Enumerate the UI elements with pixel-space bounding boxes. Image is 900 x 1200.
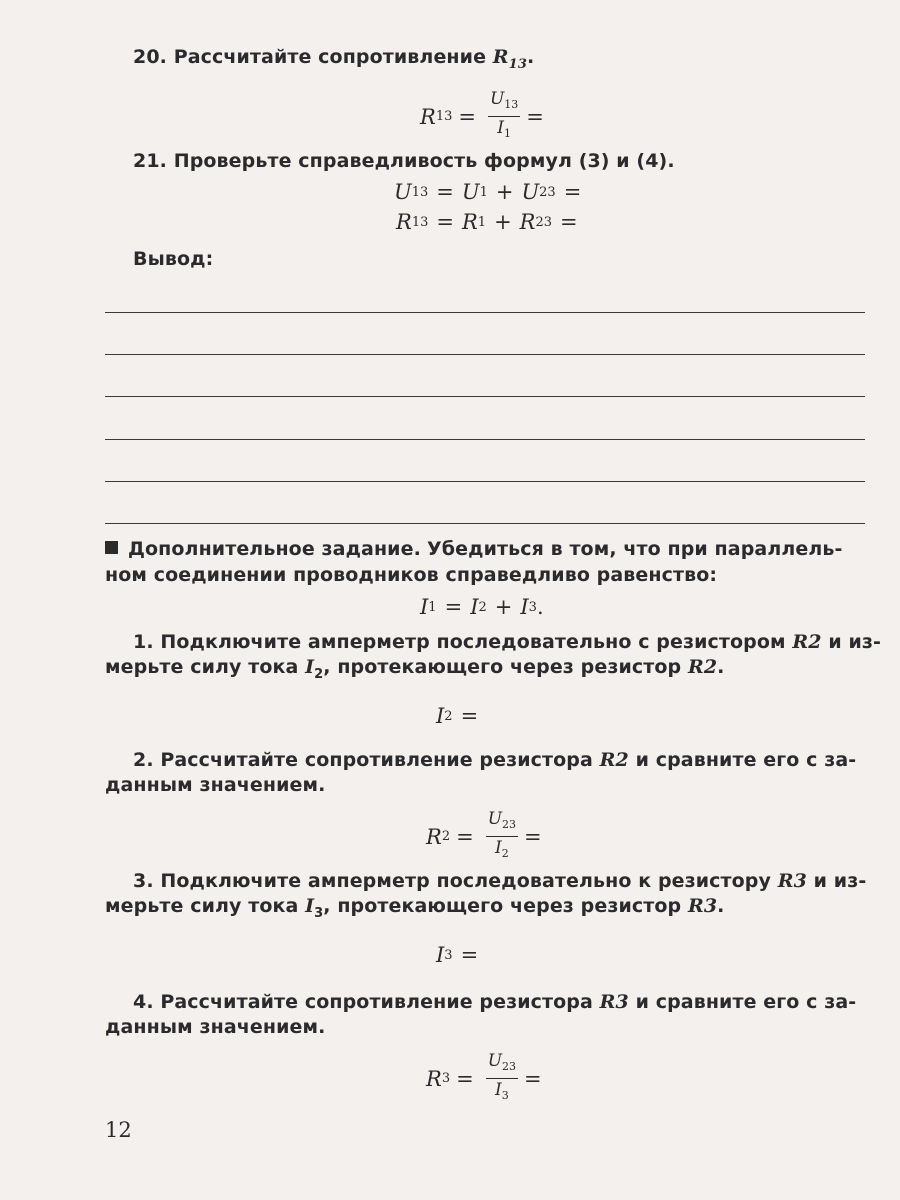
answer-line-4 bbox=[105, 439, 865, 440]
formula-i2: I 2 = bbox=[436, 704, 479, 728]
formula-r13: R 13 = $\frac{U_{13}}{I_1}$ = bbox=[420, 89, 544, 140]
formula-u13: U 13 = U 1 + U 23 = bbox=[394, 180, 582, 204]
answer-line-3 bbox=[105, 396, 865, 397]
answer-line-2 bbox=[105, 354, 865, 355]
answer-line-1 bbox=[105, 312, 865, 313]
page-number: 12 bbox=[105, 1118, 132, 1142]
extra-task-text: ном соединении проводников справедливо равенство: bbox=[105, 564, 718, 586]
formula-r3: R 3 = $\frac{U_{23}}{I_3}$ = bbox=[426, 1051, 542, 1102]
step-4-line-1: 4. Рассчитайте сопротивление резистора R3 и сравните его с за- bbox=[133, 991, 857, 1013]
step-4-line-2: данным значением. bbox=[105, 1016, 326, 1038]
conclusion-label: Вывод: bbox=[133, 248, 214, 270]
step-3-line-2: мерьте силу тока $I_3$, протекающего через резистор R3. bbox=[105, 895, 725, 921]
formula-r13-sum: R 13 = R 1 + R 23 = bbox=[396, 210, 578, 234]
formula-r2: R 2 = $\frac{U_{23}}{I_2}$ = bbox=[426, 809, 542, 860]
formula-current-sum: I 1 = I 2 + I 3 . bbox=[420, 595, 544, 619]
question-21: 21. Проверьте справедливость формул (3) и (4). bbox=[133, 150, 675, 172]
square-bullet-icon bbox=[105, 541, 118, 554]
question-20: 20. Рассчитайте сопротивление $R_{13}$. bbox=[133, 46, 535, 72]
step-1-line-1: 1. Подключите амперметр последовательно с резистором R2 и из- bbox=[133, 631, 881, 653]
extra-task-heading: Дополнительное задание. Убедиться в том, что при параллель- bbox=[105, 538, 842, 560]
formula-i3: I 3 = bbox=[436, 943, 479, 967]
step-2-line-2: данным значением. bbox=[105, 774, 326, 796]
answer-line-6 bbox=[105, 523, 865, 524]
step-1-line-2: мерьте силу тока $I_2$, протекающего через резистор R2. bbox=[105, 656, 725, 682]
step-3-line-1: 3. Подключите амперметр последовательно к резистору R3 и из- bbox=[133, 870, 867, 892]
answer-line-5 bbox=[105, 481, 865, 482]
step-2-line-1: 2. Рассчитайте сопротивление резистора R2 и сравните его с за- bbox=[133, 749, 857, 771]
